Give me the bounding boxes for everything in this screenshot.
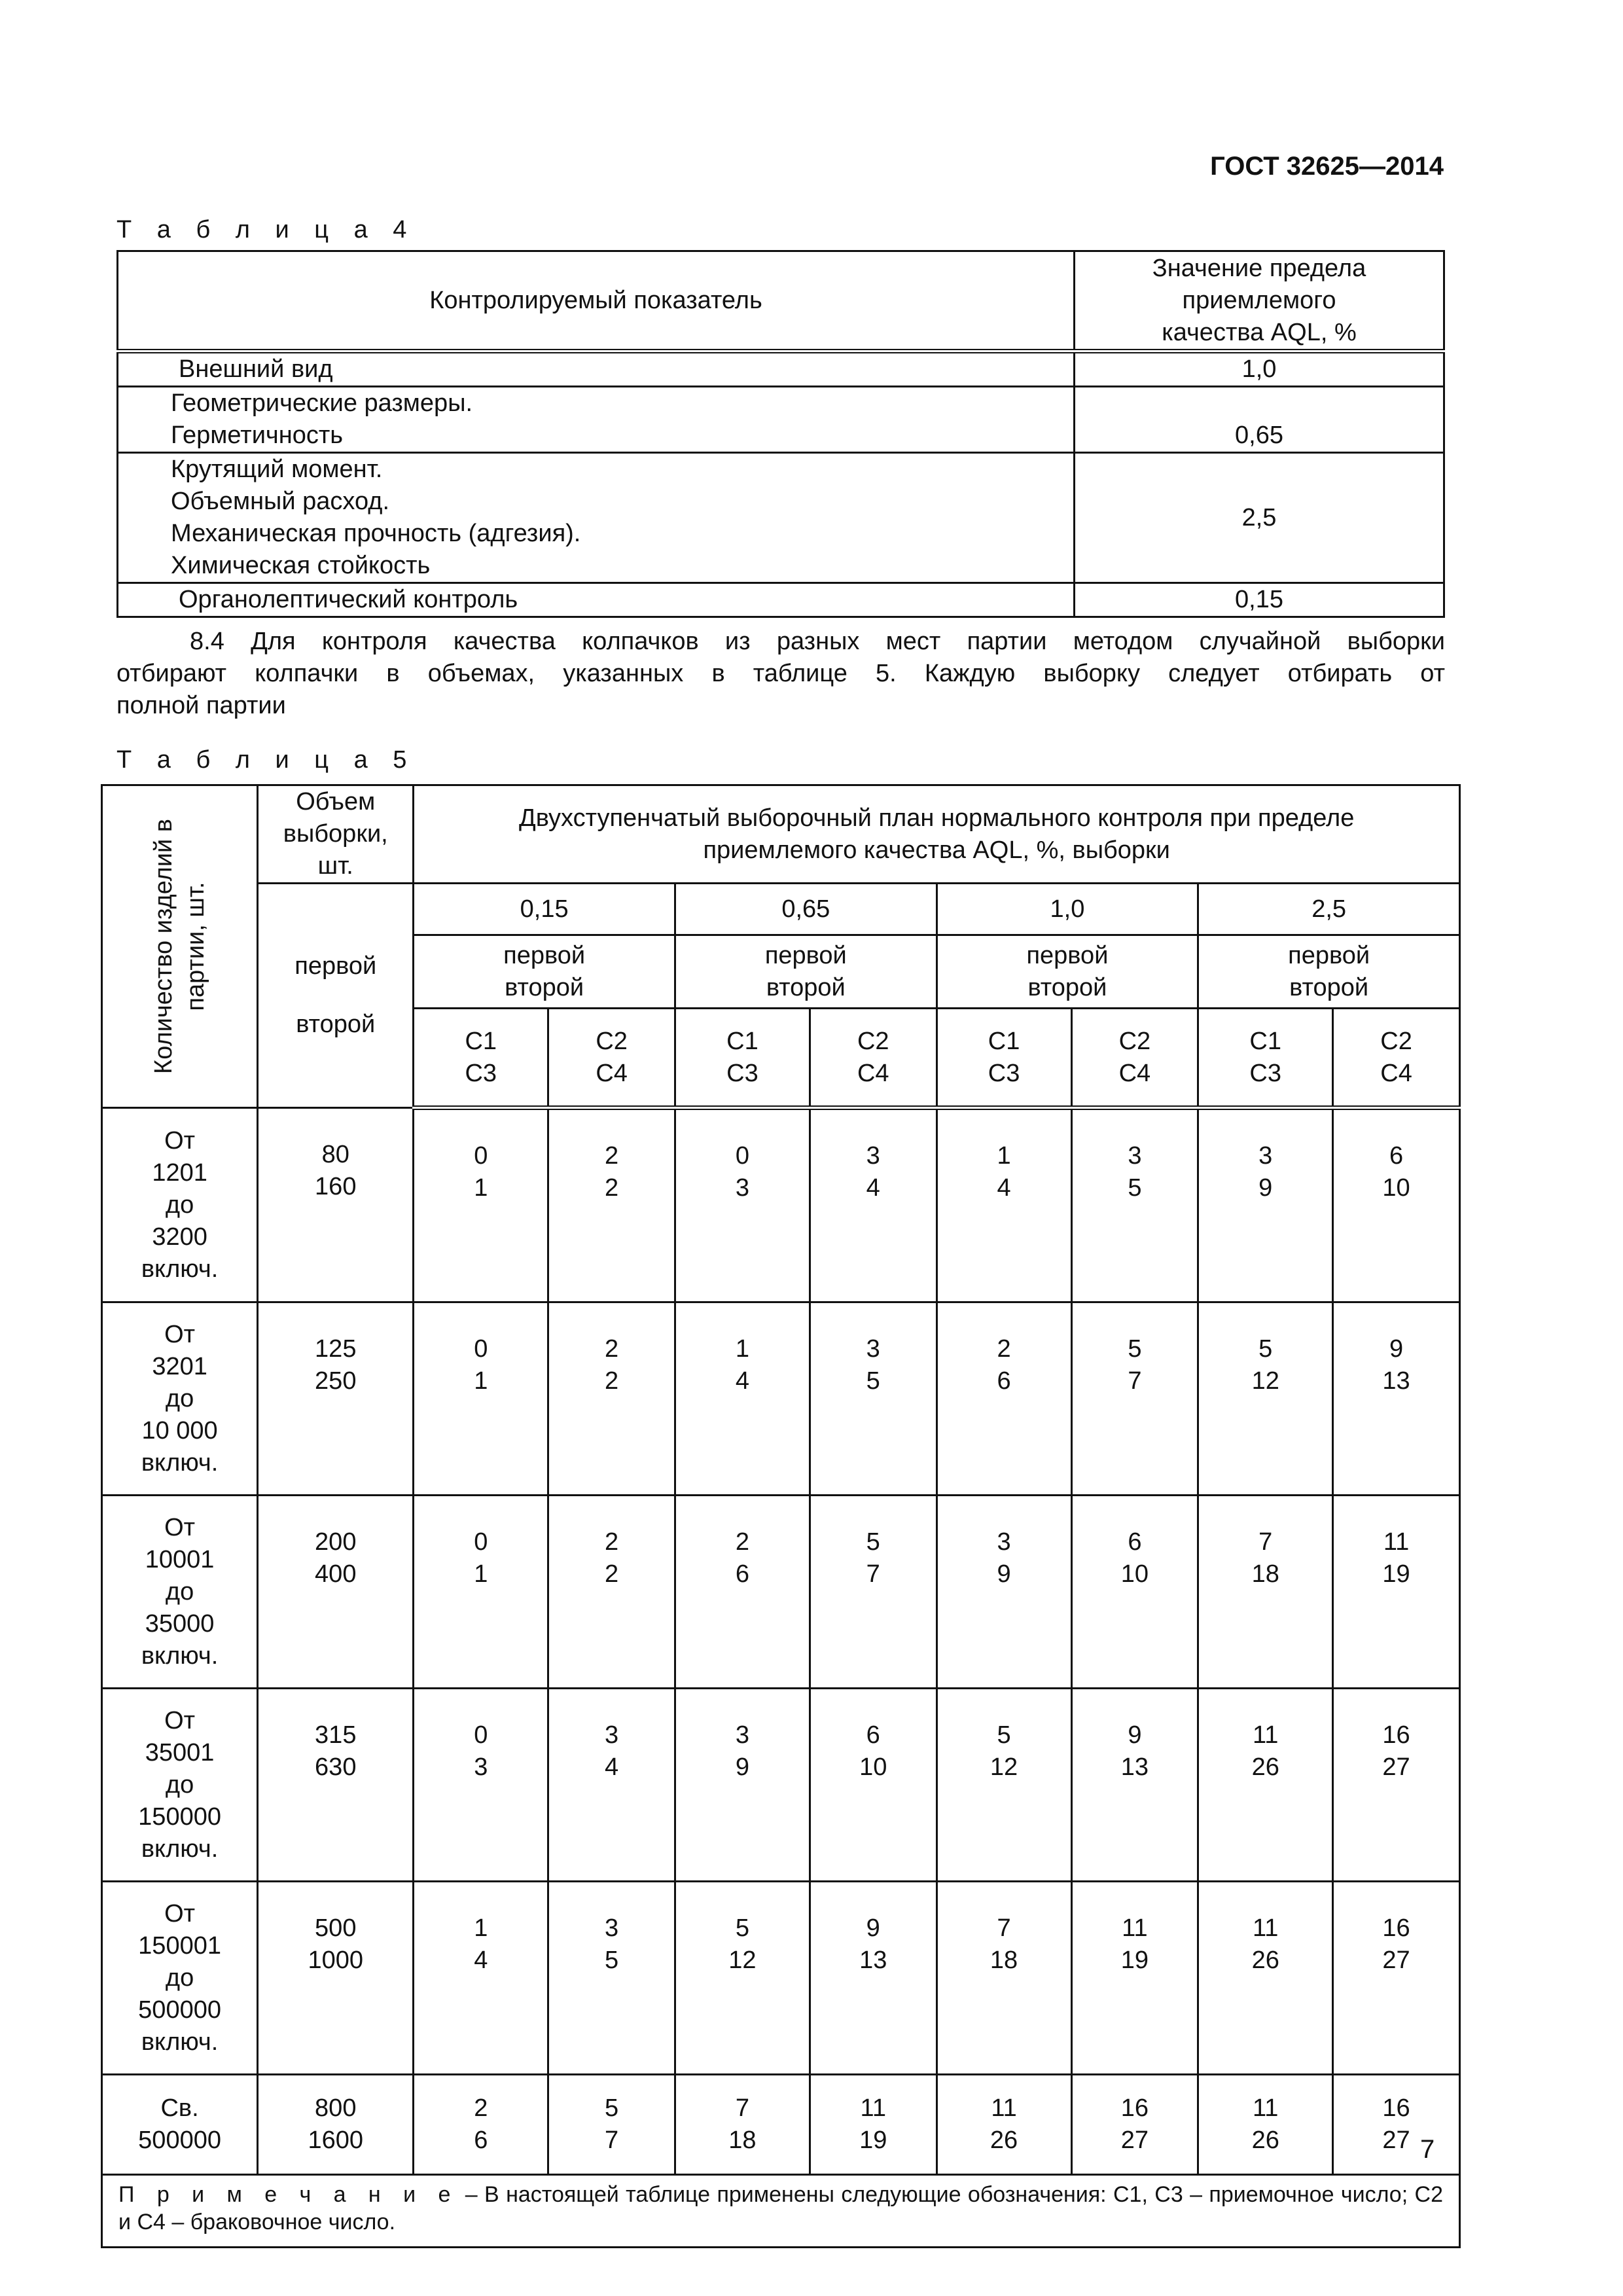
lot-size-line: От [164, 1899, 196, 1928]
value-line: 11 [1252, 1721, 1279, 1749]
plan-cell [414, 1302, 548, 1496]
plan-cell [1071, 1689, 1198, 1882]
value-line: 1 [997, 1142, 1011, 1170]
acceptance-header [414, 1009, 548, 1108]
value-line: 12 [990, 1753, 1018, 1781]
rejection-header [548, 1009, 675, 1108]
value-line: 12 [728, 1946, 757, 1974]
plan-cell [675, 1302, 810, 1496]
plan-cell [548, 1689, 675, 1882]
value-line: 80 [321, 1141, 349, 1168]
lot-size-line: 1201 [152, 1158, 207, 1187]
plan-cell [936, 2075, 1071, 2175]
plan-cell [1198, 2075, 1333, 2175]
lot-size-line: 10001 [145, 1545, 215, 1573]
aql-level: 0,65 [675, 884, 936, 935]
aql-level: 1,0 [936, 884, 1198, 935]
sample-order-header [258, 884, 414, 1108]
plan-cell [675, 2075, 810, 2175]
value-line: 4 [605, 1753, 619, 1781]
plan-cell [1333, 2075, 1460, 2175]
plan-cell [810, 1302, 936, 1496]
table5-header-row-1 [102, 785, 1460, 884]
acceptance-header [675, 1009, 810, 1108]
paragraph-8-4 [116, 626, 1445, 722]
value-line: 18 [990, 1946, 1018, 1974]
note-text: – В настоящей таблице применены следующие обозначения: С1, С3 – приемочное число; С2 и С4 – браковочное число. [118, 2182, 1443, 2234]
acceptance-header [936, 1009, 1071, 1108]
lot-size-line: до [165, 1191, 194, 1219]
plan-cell [548, 1108, 675, 1302]
document-code: ГОСТ 32625—2014 [1210, 152, 1444, 181]
sample-labels [414, 935, 675, 1009]
value-line: 6 [474, 2126, 488, 2154]
table4-col-aql-line: приемлемого [1182, 286, 1336, 314]
sample-labels [936, 935, 1198, 1009]
value-line: 2 [605, 1142, 619, 1170]
sample-label: второй [505, 973, 584, 1001]
value-line: 11 [1252, 2094, 1279, 2122]
lot-size-line: 500000 [138, 1996, 221, 2024]
plan-cell [1198, 1882, 1333, 2075]
lot-size-line: 3201 [152, 1352, 207, 1380]
rej-label: С4 [857, 1059, 889, 1087]
plan-cell [1071, 2075, 1198, 2175]
lot-size-line: до [165, 1770, 194, 1799]
lot-size-line: до [165, 1384, 194, 1412]
value-line: 125 [315, 1335, 357, 1363]
value-line: 7 [605, 2126, 619, 2154]
lot-size-cell [102, 1496, 258, 1689]
sample-label: второй [1289, 973, 1369, 1001]
value-line: 9 [735, 1753, 749, 1781]
value-line: 250 [315, 1367, 357, 1395]
plan-cell [1333, 1882, 1460, 2075]
value-line: 7 [1258, 1528, 1273, 1556]
value-line: 200 [315, 1528, 357, 1556]
value-line: 10 [1120, 1560, 1149, 1588]
value-line: 11 [1383, 1528, 1410, 1556]
value-line: 3 [866, 1142, 880, 1170]
value-line: 5 [1128, 1335, 1142, 1363]
value-line: 800 [315, 2094, 357, 2122]
acc-label: С1 [1249, 1027, 1281, 1055]
lot-size-line: От [164, 1126, 196, 1155]
plan-cell [1071, 1882, 1198, 2075]
value-line: 13 [1120, 1753, 1149, 1781]
value-line: 12 [1251, 1367, 1279, 1395]
value-line: 1 [735, 1335, 749, 1363]
rejection-header [1071, 1009, 1198, 1108]
value-line: 6 [866, 1721, 880, 1749]
indicator-line: Объемный расход. [171, 488, 390, 515]
plan-cell [810, 2075, 936, 2175]
table5-note [102, 2175, 1460, 2248]
value-line: 5 [1258, 1335, 1273, 1363]
indicator-cell [118, 387, 1075, 453]
count-header-line: Количество изделий в [149, 819, 177, 1074]
aql-level: 2,5 [1198, 884, 1460, 935]
acc-label: С3 [726, 1059, 758, 1087]
sample-label: первой [764, 941, 847, 969]
plan-cell [1071, 1302, 1198, 1496]
value-line: 3 [605, 1914, 619, 1942]
value-line: 1000 [308, 1946, 364, 1974]
sample-volume-cell [258, 1108, 414, 1302]
acceptance-header [1198, 1009, 1333, 1108]
lot-size-line: 35001 [145, 1738, 215, 1767]
value-line: 3 [605, 1721, 619, 1749]
table4-col-aql-line: качества AQL, % [1162, 318, 1357, 346]
table-row [102, 1882, 1460, 2075]
value-line: 10 [1382, 1174, 1410, 1202]
value-line: 3 [735, 1721, 749, 1749]
value-line: 11 [860, 2094, 886, 2122]
table-row [118, 453, 1444, 583]
indicator-line: Геометрические размеры. [171, 389, 473, 417]
plan-cell [1071, 1496, 1198, 1689]
value-line: 9 [1258, 1174, 1273, 1202]
plan-cell [1333, 1689, 1460, 1882]
indicator-line: Химическая стойкость [171, 552, 431, 579]
value-line: 6 [735, 1560, 749, 1588]
value-line: 5 [1128, 1174, 1142, 1202]
first-sample-label: первой [294, 952, 377, 980]
lot-size-cell [102, 2075, 258, 2175]
acc-label: С1 [726, 1027, 758, 1055]
table4-caption: Т а б л и ц а 4 [116, 216, 416, 243]
value-line: 19 [1120, 1946, 1149, 1974]
table-row [102, 1689, 1460, 1882]
value-line: 18 [1251, 1560, 1279, 1588]
lot-size-cell [102, 1108, 258, 1302]
second-sample-label: второй [296, 1011, 376, 1038]
table5-note-row [102, 2175, 1460, 2248]
table5-caption: Т а б л и ц а 5 [116, 746, 416, 774]
plan-cell [810, 1689, 936, 1882]
sample-label: второй [766, 973, 846, 1001]
value-line: 0 [735, 1142, 749, 1170]
lot-size-line: 150000 [138, 1803, 221, 1831]
plan-cell [1198, 1496, 1333, 1689]
value-line: 500 [315, 1914, 357, 1942]
plan-title-line: Двухступенчатый выборочный план нормального контроля при пределе [518, 804, 1355, 832]
rej-label: С2 [1118, 1027, 1151, 1055]
aql-value-cell: 1,0 [1075, 351, 1444, 387]
lot-size-line: От [164, 1706, 196, 1734]
value-line: 2 [605, 1560, 619, 1588]
plan-cell [1198, 1689, 1333, 1882]
plan-cell [1333, 1108, 1460, 1302]
lot-size-cell [102, 1882, 258, 2075]
value-line: 9 [997, 1560, 1011, 1588]
plan-cell [936, 1496, 1071, 1689]
value-line: 3 [1128, 1142, 1142, 1170]
sample-volume-cell [258, 1302, 414, 1496]
table-row [102, 1108, 1460, 1302]
rej-label: С2 [1380, 1027, 1412, 1055]
table-row [102, 1302, 1460, 1496]
aql-value-cell: 0,65 [1075, 387, 1444, 453]
table-row [102, 2075, 1460, 2175]
value-line: 11 [1252, 1914, 1279, 1942]
lot-size-line: От [164, 1513, 196, 1541]
value-line: 27 [1382, 2126, 1410, 2154]
value-line: 2 [997, 1335, 1011, 1363]
plan-cell [548, 1882, 675, 2075]
paragraph-line: 8.4 Для контроля качества колпачков из разных мест партии методом случайной выборки [190, 628, 1445, 655]
indicator-line: Механическая прочность (адгезия). [171, 520, 581, 547]
value-line: 5 [605, 1946, 619, 1974]
plan-cell [936, 1108, 1071, 1302]
lot-size-line: до [165, 1577, 194, 1605]
value-line: 5 [866, 1367, 880, 1395]
lot-size-cell [102, 1689, 258, 1882]
rej-label: С4 [1118, 1059, 1151, 1087]
plan-cell [414, 1689, 548, 1882]
count-header-text [148, 793, 212, 1100]
plan-cell [810, 1496, 936, 1689]
value-line: 3 [866, 1335, 880, 1363]
volume-header-line: шт. [317, 852, 353, 880]
lot-size-line: 150001 [138, 1931, 221, 1960]
value-line: 1 [474, 1174, 488, 1202]
plan-cell [548, 1302, 675, 1496]
plan-title-line: приемлемого качества AQL, %, выборки [703, 836, 1170, 864]
plan-cell [936, 1882, 1071, 2075]
plan-cell [1333, 1496, 1460, 1689]
plan-title [414, 785, 1460, 884]
lot-size-line: включ. [141, 1255, 219, 1283]
plan-cell [1333, 1302, 1460, 1496]
indicator-line: Внешний вид [179, 355, 333, 383]
value-line: 11 [991, 2094, 1017, 2122]
lot-size-line: включ. [141, 1448, 219, 1477]
value-line: 0 [474, 1528, 488, 1556]
value-line: 0 [474, 1721, 488, 1749]
value-line: 160 [315, 1173, 357, 1200]
lot-size-line: 3200 [152, 1223, 207, 1251]
value-line: 9 [1389, 1335, 1404, 1363]
value-line: 9 [1128, 1721, 1142, 1749]
table5-header-row-2 [102, 884, 1460, 935]
plan-cell [675, 1496, 810, 1689]
value-line: 27 [1382, 1753, 1410, 1781]
value-line: 19 [1382, 1560, 1410, 1588]
value-line: 2 [605, 1528, 619, 1556]
plan-cell [548, 1496, 675, 1689]
lot-size-line: 10 000 [141, 1416, 218, 1444]
indicator-cell [118, 351, 1075, 387]
page-number: 7 [1420, 2135, 1435, 2164]
lot-size-line: включ. [141, 1641, 219, 1670]
acc-label: С3 [988, 1059, 1020, 1087]
lot-size-line: 500000 [138, 2126, 221, 2154]
value-line: 16 [1382, 2094, 1410, 2122]
value-line: 4 [997, 1174, 1011, 1202]
plan-cell [810, 1108, 936, 1302]
value-line: 26 [1251, 2126, 1279, 2154]
lot-size-line: 35000 [145, 1609, 215, 1638]
value-line: 7 [866, 1560, 880, 1588]
plan-cell [936, 1302, 1071, 1496]
value-line: 16 [1120, 2094, 1149, 2122]
plan-cell [675, 1882, 810, 2075]
value-line: 2 [605, 1367, 619, 1395]
value-line: 26 [1251, 1946, 1279, 1974]
value-line: 1600 [308, 2126, 364, 2154]
plan-cell [1198, 1302, 1333, 1496]
table4-col-aql-line: Значение предела [1152, 254, 1366, 282]
sample-volume-cell [258, 1882, 414, 2075]
plan-cell [675, 1108, 810, 1302]
value-line: 4 [735, 1367, 749, 1395]
plan-cell [548, 2075, 675, 2175]
indicator-line: Крутящий момент. [171, 456, 383, 483]
volume-header-line: Объем [296, 788, 376, 816]
rejection-header [1333, 1009, 1460, 1108]
sample-label: первой [1026, 941, 1109, 969]
value-line: 16 [1382, 1721, 1410, 1749]
rej-label: С2 [857, 1027, 889, 1055]
sample-volume-cell [258, 2075, 414, 2175]
value-line: 3 [735, 1174, 749, 1202]
plan-cell [810, 1882, 936, 2075]
value-line: 10 [859, 1753, 887, 1781]
table4-header-row [118, 251, 1444, 351]
sample-volume-cell [258, 1496, 414, 1689]
indicator-cell [118, 583, 1075, 617]
value-line: 9 [866, 1914, 880, 1942]
indicator-line: Герметичность [171, 422, 344, 449]
value-line: 2 [605, 1335, 619, 1363]
value-line: 5 [735, 1914, 749, 1942]
value-line: 2 [735, 1528, 749, 1556]
rejection-header [810, 1009, 936, 1108]
value-line: 3 [474, 1753, 488, 1781]
value-line: 19 [859, 2126, 887, 2154]
plan-cell [1198, 1108, 1333, 1302]
table4-col-aql [1075, 251, 1444, 351]
sample-labels [1198, 935, 1460, 1009]
sample-label: второй [1027, 973, 1107, 1001]
value-line: 13 [859, 1946, 887, 1974]
value-line: 7 [1128, 1367, 1142, 1395]
value-line: 26 [1251, 1753, 1279, 1781]
sample-volume-cell [258, 1689, 414, 1882]
rej-label: С4 [596, 1059, 628, 1087]
acc-label: С1 [465, 1027, 497, 1055]
indicator-line: Органолептический контроль [179, 586, 518, 613]
sample-label: первой [503, 941, 586, 969]
value-line: 0 [474, 1142, 488, 1170]
acc-label: С3 [465, 1059, 497, 1087]
value-line: 7 [735, 2094, 749, 2122]
value-line: 2 [605, 1174, 619, 1202]
table-row [118, 387, 1444, 453]
plan-cell [414, 1496, 548, 1689]
lot-size-line: Св. [160, 2094, 199, 2122]
value-line: 400 [315, 1560, 357, 1588]
note-label: П р и м е ч а н и е [118, 2182, 459, 2207]
value-line: 11 [1122, 1914, 1148, 1942]
paragraph-line: отбирают колпачки в объемах, указанных в таблице 5. Каждую выборку следует отбирать от [116, 660, 1445, 687]
table-row [102, 1496, 1460, 1689]
indicator-cell [118, 453, 1075, 583]
value-line: 13 [1382, 1367, 1410, 1395]
plan-cell [936, 1689, 1071, 1882]
lot-size-line: до [165, 1964, 194, 1992]
value-line: 6 [1128, 1528, 1142, 1556]
volume-header [258, 785, 414, 884]
value-line: 6 [997, 1367, 1011, 1395]
value-line: 5 [997, 1721, 1011, 1749]
table-row [118, 351, 1444, 387]
value-line: 1 [474, 1914, 488, 1942]
paragraph-line: полной партии [116, 692, 286, 719]
value-line: 0 [474, 1335, 488, 1363]
value-line: 27 [1382, 1946, 1410, 1974]
value-line: 7 [997, 1914, 1011, 1942]
lot-size-line: включ. [141, 1835, 219, 1863]
lot-size-line: От [164, 1320, 196, 1348]
rej-label: С2 [596, 1027, 628, 1055]
value-line: 4 [866, 1174, 880, 1202]
table4 [116, 250, 1445, 618]
plan-cell [414, 1108, 548, 1302]
table5 [101, 784, 1461, 2248]
table-row [118, 583, 1444, 617]
count-header [102, 785, 258, 1108]
count-header-line: партии, шт. [181, 882, 209, 1011]
value-line: 315 [315, 1721, 357, 1749]
lot-size-cell [102, 1302, 258, 1496]
value-line: 630 [315, 1753, 357, 1781]
value-line: 26 [990, 2126, 1018, 2154]
lot-size-line: включ. [141, 2028, 219, 2056]
plan-cell [414, 1882, 548, 2075]
value-line: 16 [1382, 1914, 1410, 1942]
plan-cell [414, 2075, 548, 2175]
value-line: 2 [474, 2094, 488, 2122]
sample-label: первой [1288, 941, 1370, 969]
value-line: 6 [1389, 1142, 1404, 1170]
acc-label: С1 [988, 1027, 1020, 1055]
volume-header-line: выборки, [283, 820, 388, 848]
table4-col-indicator: Контролируемый показатель [118, 251, 1075, 351]
sample-labels [675, 935, 936, 1009]
value-line: 5 [605, 2094, 619, 2122]
plan-cell [1071, 1108, 1198, 1302]
rej-label: С4 [1380, 1059, 1412, 1087]
aql-value-cell: 2,5 [1075, 453, 1444, 583]
value-line: 3 [997, 1528, 1011, 1556]
aql-value-cell: 0,15 [1075, 583, 1444, 617]
value-line: 1 [474, 1367, 488, 1395]
value-line: 3 [1258, 1142, 1273, 1170]
value-line: 4 [474, 1946, 488, 1974]
value-line: 5 [866, 1528, 880, 1556]
value-line: 18 [728, 2126, 757, 2154]
acc-label: С3 [1249, 1059, 1281, 1087]
value-line: 27 [1120, 2126, 1149, 2154]
value-line: 1 [474, 1560, 488, 1588]
aql-level: 0,15 [414, 884, 675, 935]
plan-cell [675, 1689, 810, 1882]
